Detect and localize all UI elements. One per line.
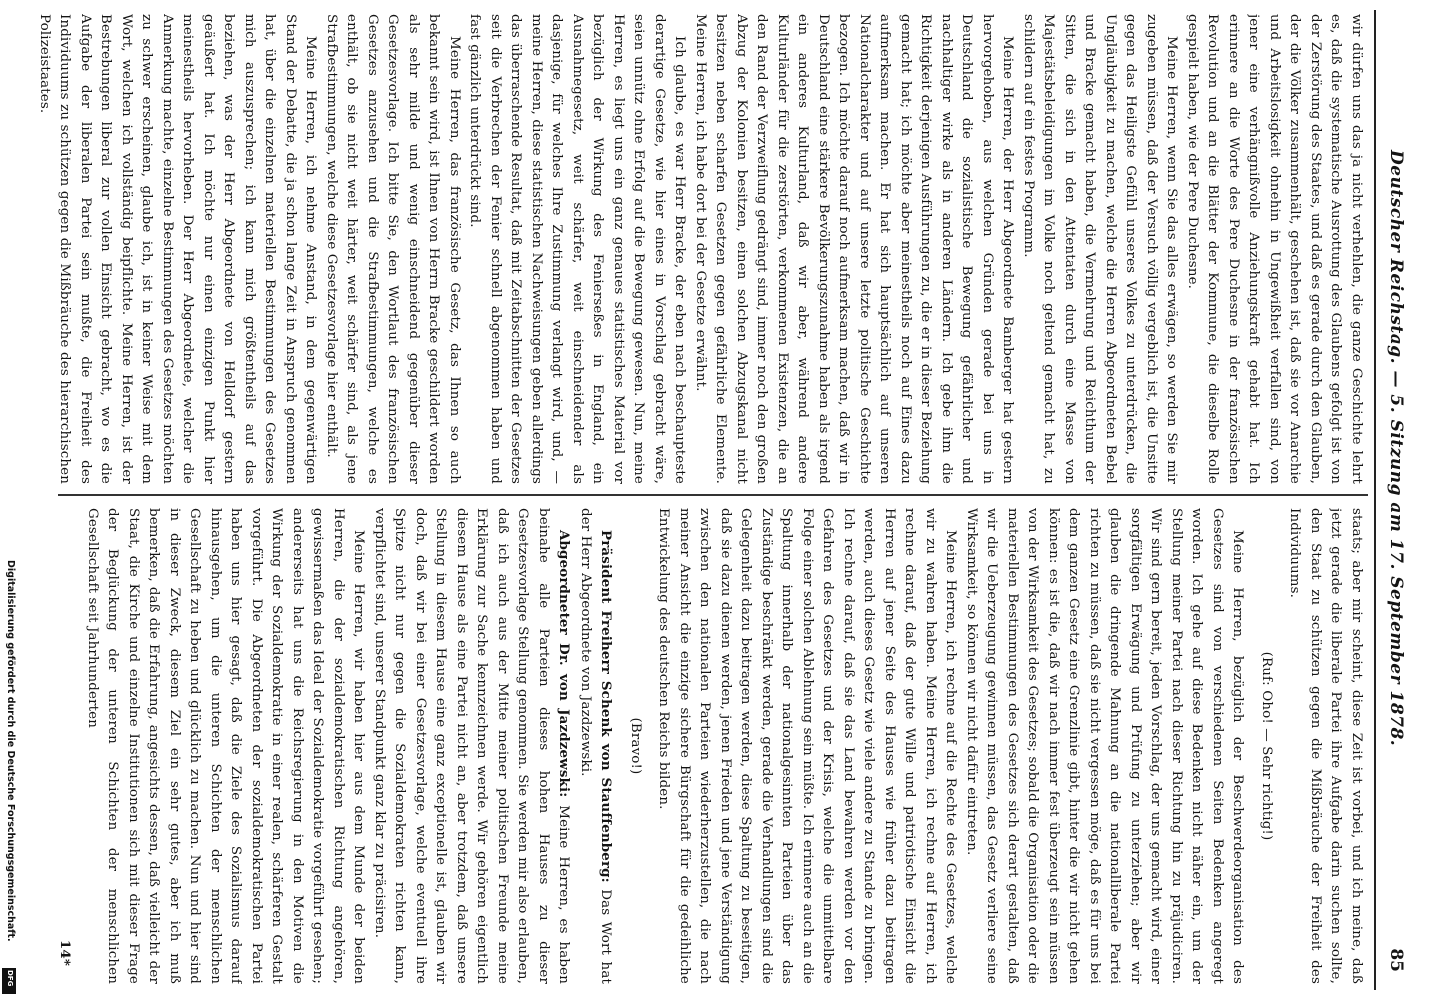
page-header (1382, 10, 1408, 990)
applause: (Bravo!) (628, 717, 643, 775)
rotated-page-content (16, 0, 1416, 1000)
right-column (36, 508, 1366, 984)
running-title: Deutscher Reichstag. — 5. Sitzung am 17. September 1878. (1386, 150, 1406, 747)
speaker-label: Abgeordneter Dr. von Jazdzewski: (556, 530, 573, 798)
right-paragraph: Meine Herren, ich rechne auf die Rechte des Gesetzes, welche wir zu wahren haben. Meine Herren, ich rechne auf Herren, ich rechne darauf, daß der gute Wille und patriotische Einsicht die Herren auf jener Seite des Hauses wie früher dazu beitragen werden, auch dieses Gesetz wie viele andere zu Stande zu bringen. Ich rechne darauf, daß sie das Land bewahren werden vor den Gefahren des Gesetzes und der Krisis, welche die unmittelbare Folge einer solchen Ablehnung sein müßte. Ich erinnere auch an die Spaltung innerhalb der nationalgesinnten Parteien über das Zuständige beschränkt werden, gerade die Verhandlungen sind die Gelegenheit dazu beitragen werden, diese Spaltung zu beseitigen, daß sie dazu dienen werden, jenen Frieden und jene Verständigung zwischen den nationalen Parteien wiederherzustellen, die nach meiner Ansicht die einzige sichere Bürgschaft für die gedeihliche Entwickelung des deutschen Reichs bilden. (656, 508, 959, 984)
president-label: Präsident Freiherr Schenk von Stauffenberg: (598, 530, 615, 883)
left-paragraph: Meine Herren, der Herr Abgeordnete Bamberger hat gestern hervorgehoben, aus welchen Gründen gerade bei uns in Deutschland die sozialistische Bewegung gefährlicher und nachhaltiger wirke als in anderen Ländern. Ich gebe ihm die Richtigkeit derjenigen Ausführungen zu, die er in dieser Beziehung gemacht hat; ich möchte aber meinestheils noch auf Eines dazu aufmerksam machen. Er hat sich hauptsächlich auf unseren Nationalcharakter und auf unsere letzte politische Geschichte bezogen. Ich möchte darauf noch aufmerksam machen, daß wir in Deutschland eine stärkere Bevölkerungszunahme haben als irgend ein anderes Kulturland, daß wir aber, während andere Kulturländer für die zerstörten, verkommenen Existenzen, die an den Rand der Verzweiflung gedrängt sind, immer noch den großen Abzug der Kolonien besitzen, einen solchen Abzugskanal nicht besitzen neben scharfen Gesetzen gegen gefährliche Elemente. Meine Herren, ich habe dort bei der Gesetze erwähnt. (693, 14, 1016, 484)
president-line (575, 508, 617, 984)
header-rule (1374, 10, 1376, 990)
dfg-logo (2, 968, 16, 994)
dfg-logo-text: DFG (6, 970, 14, 987)
right-paragraph: Meine Herren, bezüglich der Beschwerdeorganisation des Gesetzes sind von verschiedenen Seiten Bedenken angeregt worden. Ich gehe auf diese Bedenken nicht näher ein, um der Stellung meiner Partei nach dieser Richtung hin zu präjudiciren. Wir sind gern bereit, jeden Vorschlag, der uns gemacht wird, einer sorgfältigen Erwägung und Prüfung zu unterziehen; aber wir glauben die dringende Mahnung an die nationalliberale Partei richten zu müssen, daß sie nicht vergessen möge, daß es für uns bei dem ganzen Gesetz eine Grenzlinie gibt, hinter die wir nicht gehen können: es ist die, daß wir nach immer fest überzeugt sein müssen von der Wirksamkeit des Gesetzes; sobald die Organisation oder die materiellen Bestimmungen des Gesetzes sich derart gestalten, daß wir die Ueberzeugung gewinnen müssen, das Gesetz verliere seine Wirksamkeit, so können wir nicht dafür eintreten. (964, 508, 1246, 984)
page-number: 85 (1386, 948, 1406, 972)
right-paragraph: Meine Herren, wir haben hier aus dem Munde der beiden Herren, die der sozialdemokratischen Richtung angehören, gewissermaßen das Ideal der Sozialdemokratie vorgeführt gesehen; andererseits hat uns die Reichsregierung in den Motiven die Wirkung der Sozialdemokratie in einer realen, schärferen Gestalt vorgeführt. Die Abgeordneten der sozialdemokratischen Partei haben uns hier gesagt, daß die Ziele des Sozialismus darauf hinausgehen, um die unteren Schichten der menschlichen Gesellschaft zu heben und glücklich zu machen. Nun und hier sind in dieser Zweck, diesem Ziel ein sehr gutes, aber ich muß bemerken, daß die Erfahrung, angesichts dessen, daß vielleicht der Staat, die Kirche und einzelne Institutionen sich mit dieser Frage der Beglückung der unteren Schichten der menschlichen Gesellschaft seit Jahrhunderten (85, 508, 367, 984)
digitization-note-text: Digitalisierung gefördert durch die Deutsche Forschungsgemeinschaft. (5, 560, 16, 942)
left-paragraph: Meine Herren, wenn Sie das alles erwägen, so werden Sie mir zugeben müssen, daß der Versuch völlig vergeblich ist, die Unsitte gegen das Heiligste Gefühl unseres Volkes zu unterdrücken, die Ungläubigkeit zu machen, welche die Herren Abgeordneten Bebel und Bracke gemacht haben, die Vermehrung und Reichthum der Sitten, die sich in den Attentaten durch eine Masse von Majestätsbeleidigungen im Volke noch geltend gemacht hat, zu schildern auf ein festes Programm. (1021, 14, 1180, 484)
left-paragraph: wir dürfen uns das ja nicht verhehlen, die ganze Geschichte lehrt es, daß die systematische Ausrottung des Glaubens gefolgt ist von der Zerstörung des Staates, und daß es gerade durch den Glauben, der die Völker zusammenhält, geschehen ist, daß sie vor Anarchie und Arbeitslosigkeit ohnehin in Ungewißheit verfallen sind, von jener eine verhängnißvolle Anziehungskraft gehabt hat. Ich erinnere an die Worte des Pere Duchesne in der französischen Revolution und an die Blätter der Kommune, die dieselbe Rolle gespielt haben, wie der Pere Duchesne. (1185, 14, 1364, 484)
digitization-note (2, 560, 16, 990)
column-divider (58, 494, 1368, 496)
speaker-text: Meine Herren, es haben beinahe alle Parteien dieses hohen Hauses zu dieser Gesetzesvorlage Stellung genommen. Sie werden mir also erlauben, daß ich auch aus der Mitte meiner politischen Freunde meine Erklärung zur Sache kennzeichnen werde. Wir gehören eigentlich diesem Hause als eine Partei nicht an, aber trotzdem, daß unsere Stellung in diesem Hause eine ganz exceptionelle ist, glauben wir doch, daß wir bei einer Gesetzesvorlage, welche eventuell ihre Spitze nicht nur gegen die Sozialdemokraten richten kann, verpflichtet sind, unserer Standpunkt ganz klar zu präcisiren. (372, 508, 572, 984)
signature-mark: 14* (57, 939, 74, 966)
left-paragraph: Ich glaube, es war Herr Bracke, der eben nach beschaupteste derartige Gesetze, wie hier eines in Vorschlag gebracht wäre, seien unnütz ohne Erfolg auf die Bewegung gewesen. Nun, meine Herren, es liegt uns ein ganz genaues statistisches Material vor bezüglich der Wirkung des Fenierseßes in England, ein Ausnahmegesetz, weit schärfer, weit einschneidender als dasjenige, für welches Ihre Zustimmung verlangt wird, und, — meine Herren, diese statistischen Nachweisungen geben allerdings das überraschende Resultat, daß mit Zeitabschnitten der Gesetzes seit die Verbrechen der Fenier schnell abgenommen haben und fast gänzlich unterdrückt sind. (467, 14, 688, 484)
left-column (36, 14, 1366, 484)
speaker-intro (369, 508, 575, 984)
right-paragraph: staats; aber mir scheint, diese Zeit ist vorbei, und ich meine, daß jetzt gerade die liberale Partei ihre Aufgabe darin suchen sollte, den Staat zu schützen gegen die Mißbräuche der Freiheit des Individuums. (1287, 508, 1364, 984)
left-paragraph: Meine Herren, das französische Gesetz, das Ihnen so auch bekannt sein wird, ist Ihnen von Herrn Bracke geschildert worden als sehr milde und wenig einschneidend gegenüber dieser Gesetzesvorlage. Ich bitte Sie, den Wortlaut des französischen Gesetzes anzusehen und die Strafbestimmungen, welche es enthält, ob sie nicht weit härter, weit schärfer sind, als jene Strafbestimmungen, welche diese Gesetzesvorlage hier enthält. (324, 14, 462, 484)
left-paragraph: Meine Herren, ich nehme Anstand, in dem gegenwärtigen Stand der Debatte, die ja schon lange Zeit in Anspruch genommen hat, über die einzelnen materiellen Bestimmungen des Gesetzes mich auszusprechen; ich kann mich größtentheils auf das beziehen, was der Herr Abgeordnete von Helldorf gestern geäußert hat. Ich möchte nur einen einzigen Punkt hier meinestheils hervorheben. Der Herr Abgeordnete, welcher die Anmerkung machte, einzelne Bestimmungen des Gesetzes möchten zu schwer erscheinen, glaube ich, ist in keiner Weise mit dem Wort, welchen ich vollständig beipflichte. Meine Herren, ist der Bestrebungen liberal zur vollen Einsicht gebracht, wo es die Aufgabe der liberalen Partei sein mußte, die Freiheit des Individuums zu schützen gegen die Mißbräuche des hierarchischen Polizeistaates. (37, 14, 319, 484)
president-text: Das Wort hat der Herr Abgeordnete von Jazdzewski. (578, 508, 614, 984)
interjection: (Ruf: Oho! — Sehr richtig!) (1259, 651, 1274, 841)
